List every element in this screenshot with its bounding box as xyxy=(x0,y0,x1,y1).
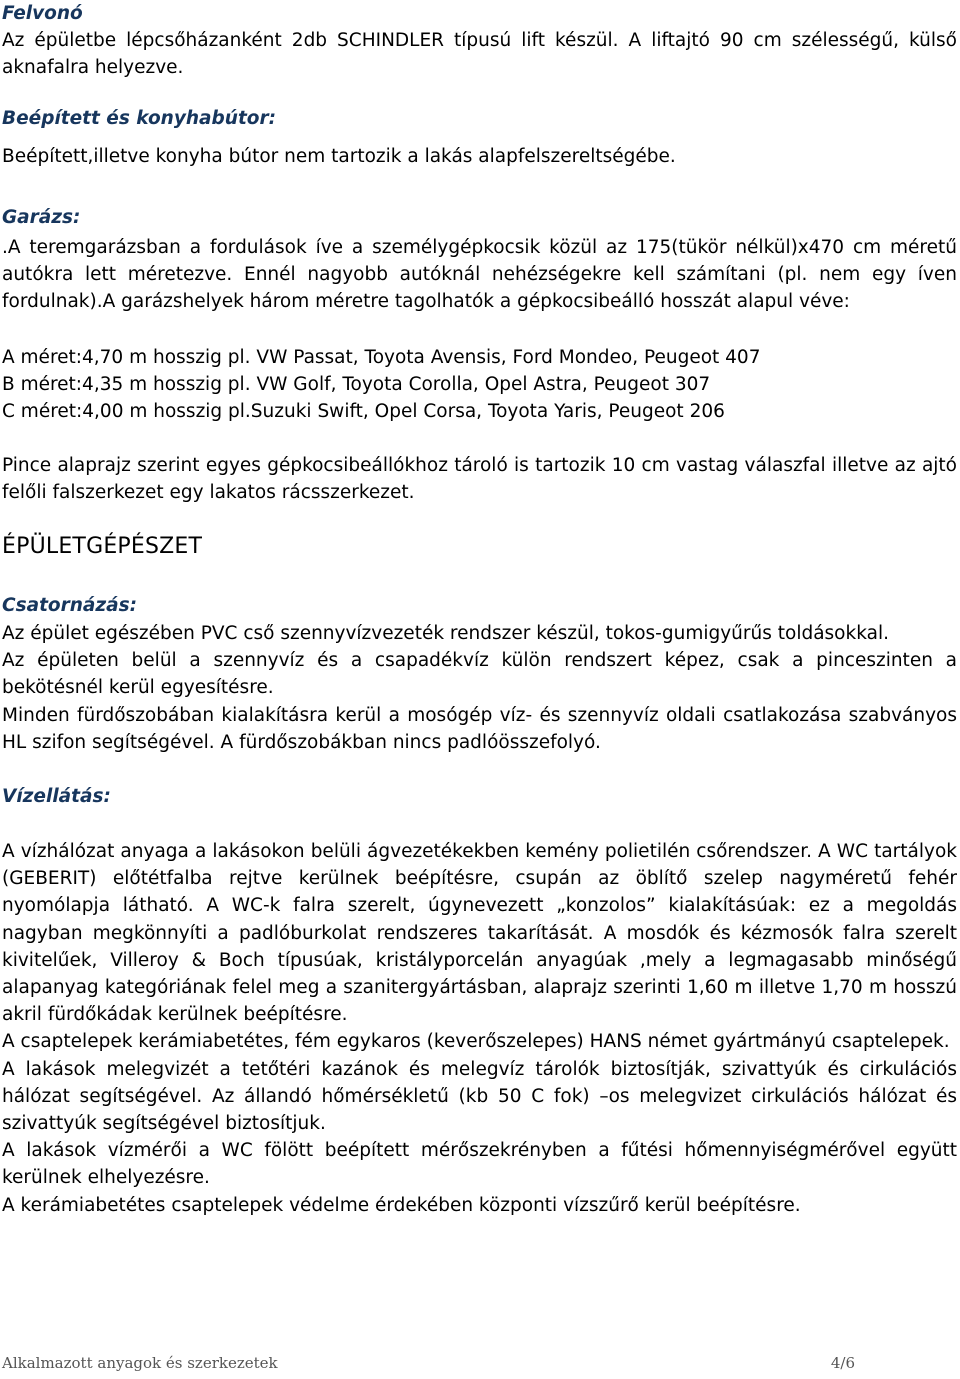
heading-vizellatas: Vízellátás: xyxy=(2,786,111,807)
heading-garazs: Garázs: xyxy=(2,207,81,228)
vizellatas-paragraphs xyxy=(2,838,957,1219)
garazs-size-b: B méret:4,35 m hosszig pl. VW Golf, Toyota Corolla, Opel Astra, Peugeot 307 xyxy=(2,374,711,396)
garazs-text: .A teremgarázsban a fordulások íve a személygépkocsik közül az 175(tükör nélkül)x470 cm méretű autókra lett méretezve. Ennél nagyobb autóknál nehézségekre kell számítani (pl. nem egy íven fordulnak).A garázshelyek három méretre tagolhatók a gépkocsibeálló hosszát alapul véve: xyxy=(2,237,957,313)
vizellatas-paragraph: A vízhálózat anyaga a lakásokon belüli ágvezetékekben kemény polietilén csőrendszer. A WC tartályok (GEBERIT) előtétfalba rejtve kerülnek beépítésre, csupán az öblítő szelep nagyméretű fehér nyomólapja látható. A WC-k falra szerelt, úgynevezett „konzolos” kialakításúak: ez a megoldás nagyban megkönnyíti a padlóburkolat rendszeres takarítását. A mosdók és kézmosók falra szerelt kivitelűek, Villeroy & Boch típusúak, kristályporcelán anyagúak ,mely a legmagasabb minőségű alapanyag kategóriának felel meg a szanitergyártásban, alaprajz szerinti 1,60 m illetve 1,70 m hosszú akril fürdőkádak kerülnek beépítésre. xyxy=(2,841,957,1026)
page-footer xyxy=(2,1354,855,1372)
garazs-size-c: C méret:4,00 m hosszig pl.Suzuki Swift, Opel Corsa, Toyota Yaris, Peugeot 206 xyxy=(2,401,725,423)
beepitett-text: Beépített,illetve konyha bútor nem tartozik a lakás alapfelszereltségébe. xyxy=(2,146,676,167)
csatornazas-paragraph: Az épületen belül a szennyvíz és a csapadékvíz külön rendszert képez, csak a pinceszinten a bekötésnél kerül egyesítésre. xyxy=(2,650,957,699)
garazs-size-a: A méret:4,70 m hosszig pl. VW Passat, Toyota Avensis, Ford Mondeo, Peugeot 407 xyxy=(2,347,761,368)
felvono-text: Az épületbe lépcsőházanként 2db SCHINDLER típusú lift készül. A liftajtó 90 cm szélességű, külső aknafalra helyezve. xyxy=(2,30,957,79)
vizellatas-paragraph: A kerámiabetétes csaptelepek védelme érdekében központi vízszűrő kerül beépítésre. xyxy=(2,1194,801,1216)
csatornazas-paragraphs xyxy=(2,620,957,756)
vizellatas-paragraph: A lakások vízmérői a WC fölött beépített mérőszekrényben a fűtési hőmennyiségmérővel együtt kerülnek elhelyezésre. xyxy=(2,1140,957,1189)
csatornazas-paragraph: Az épület egészében PVC cső szennyvízvezeték rendszer készül, tokos-gumigyűrűs toldásokkal. xyxy=(2,623,889,644)
footer-title: Alkalmazott anyagok és szerkezetek xyxy=(2,1354,278,1372)
heading-felvono: Felvonó xyxy=(2,3,83,24)
vizellatas-paragraph: A lakások melegvizét a tetőtéri kazánok és melegvíz tárolók biztosítják, szivattyúk és cirkulációs hálózat segítségével. Az állandó hőmérsékletű (kb 50 C fok) –os melegvizet cirkulációs hálózat és szivattyúk segítségével biztosítjuk. xyxy=(2,1058,957,1135)
heading-epuletgepeszet: ÉPÜLETGÉPÉSZET xyxy=(2,534,203,559)
pince-text: Pince alaprajz szerint egyes gépkocsibeállókhoz tároló is tartozik 10 cm vastag válaszfal illetve az ajtó felőli falszerkezet egy lakatos rácsszerkezet. xyxy=(2,455,957,504)
heading-beepitett: Beépített és konyhabútor: xyxy=(2,108,277,129)
page-number: 4/6 xyxy=(830,1354,855,1372)
vizellatas-paragraph: A csaptelepek kerámiabetétes, fém egykaros (keverőszelepes) HANS német gyártmányú csaptelepek. xyxy=(2,1031,950,1053)
garazs-size-list xyxy=(2,344,957,426)
heading-csatornazas: Csatornázás: xyxy=(2,595,138,616)
csatornazas-paragraph: Minden fürdőszobában kialakításra kerül a mosógép víz- és szennyvíz oldali csatlakozása szabványos HL szifon segítségével. A fürdőszobákban nincs padlóösszefolyó. xyxy=(2,704,957,753)
